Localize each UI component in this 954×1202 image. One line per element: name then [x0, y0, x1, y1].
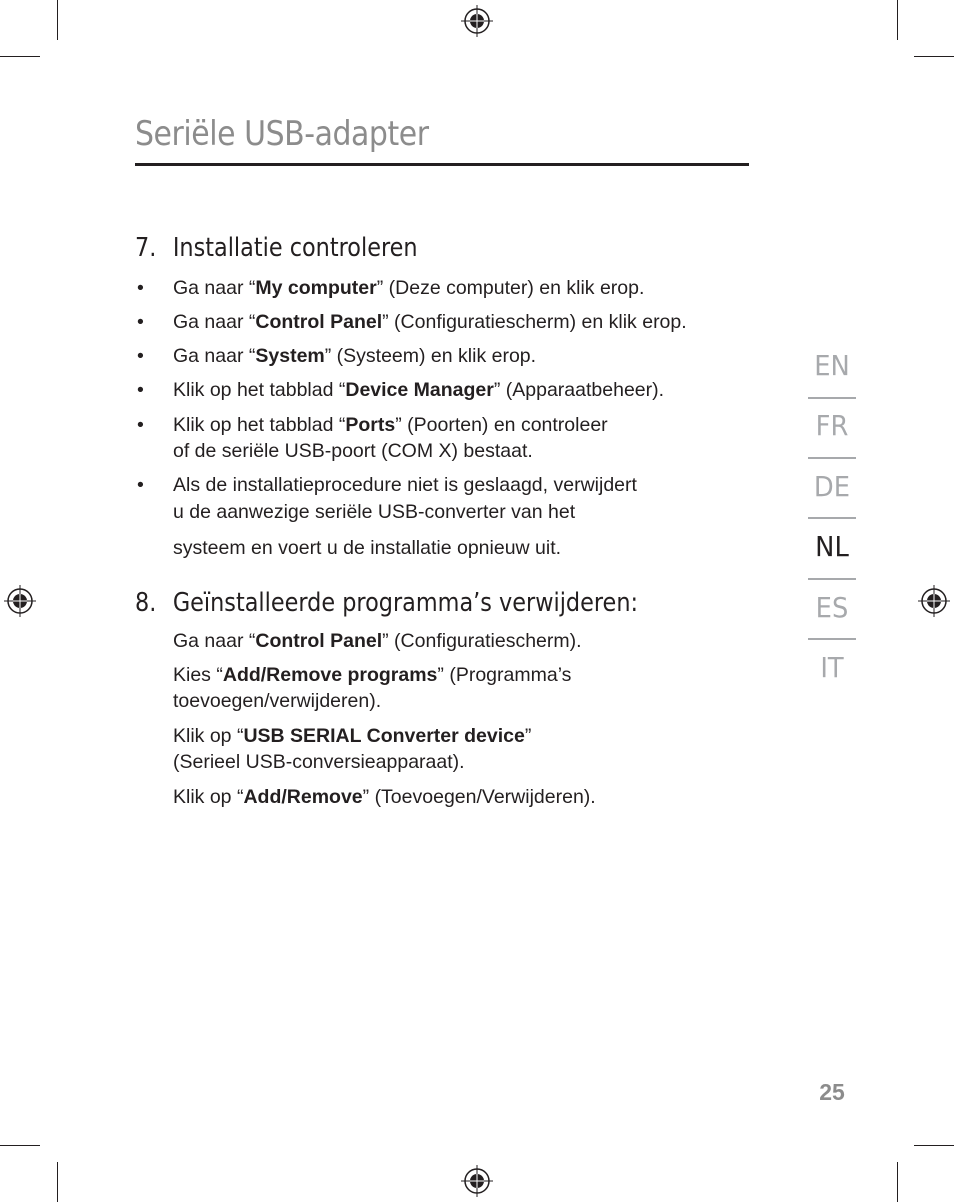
lang-tab-de[interactable]: DE	[813, 470, 851, 503]
list-item: Als de installatieprocedure niet is geslaagd, verwijdert	[173, 474, 637, 496]
crop-mark	[897, 0, 898, 40]
section-8-number: 8.	[135, 588, 157, 618]
crop-mark	[897, 1162, 898, 1202]
section-8-title: Geïnstalleerde programma’s verwijderen:	[172, 588, 639, 618]
step-item: Klik op “Add/Remove” (Toevoegen/Verwijderen).	[173, 786, 596, 808]
registration-mark-icon	[917, 584, 951, 618]
registration-mark-icon	[3, 584, 37, 618]
step-item: Klik op “USB SERIAL Converter device”	[173, 725, 532, 747]
lang-divider	[808, 578, 856, 580]
section-7-heading	[135, 233, 418, 263]
crop-mark	[57, 0, 58, 40]
registration-mark-icon	[460, 1164, 494, 1198]
title-rule	[135, 163, 749, 166]
lang-tab-es[interactable]: ES	[815, 591, 849, 624]
bullet: •	[137, 311, 144, 333]
bullet: •	[137, 414, 144, 436]
step-item-continuation: toevoegen/verwijderen).	[173, 690, 382, 712]
list-item: Klik op het tabblad “Ports” (Poorten) en controleer	[173, 414, 608, 436]
bullet: •	[137, 379, 144, 401]
section-7-title: Installatie controleren	[172, 233, 418, 263]
lang-divider	[808, 638, 856, 640]
section-8-heading	[135, 588, 638, 618]
bullet: •	[137, 474, 144, 496]
list-item: Klik op het tabblad “Device Manager” (Apparaatbeheer).	[173, 379, 665, 401]
lang-divider	[808, 457, 856, 459]
lang-tab-fr[interactable]: FR	[815, 409, 849, 442]
bullet: •	[137, 345, 144, 367]
crop-mark	[0, 1145, 40, 1146]
list-item: Ga naar “My computer” (Deze computer) en klik erop.	[173, 277, 645, 299]
list-item: Ga naar “Control Panel” (Configuratiescherm) en klik erop.	[173, 311, 687, 333]
crop-mark	[57, 1162, 58, 1202]
bullet: •	[137, 277, 144, 299]
section-7-number: 7.	[135, 233, 157, 263]
list-item: Ga naar “System” (Systeem) en klik erop.	[173, 345, 537, 367]
registration-mark-icon	[460, 4, 494, 38]
page-number: 25	[819, 1079, 845, 1105]
lang-tab-it[interactable]: IT	[820, 651, 844, 684]
lang-divider	[808, 517, 856, 519]
lang-tab-nl[interactable]: NL	[815, 530, 849, 563]
lang-tab-en[interactable]: EN	[814, 349, 850, 382]
list-item-continuation: systeem en voert u de installatie opnieuw uit.	[173, 537, 562, 559]
page-title: Seriële USB-adapter	[135, 114, 429, 154]
crop-mark	[914, 1145, 954, 1146]
crop-mark	[0, 56, 40, 57]
step-item-continuation: (Serieel USB-conversieapparaat).	[173, 751, 465, 773]
lang-divider	[808, 397, 856, 399]
crop-mark	[914, 56, 954, 57]
step-item: Ga naar “Control Panel” (Configuratiescherm).	[173, 630, 582, 652]
list-item-continuation: of de seriële USB-poort (COM X) bestaat.	[173, 440, 533, 462]
list-item-continuation: u de aanwezige seriële USB-converter van het	[173, 501, 576, 523]
step-item: Kies “Add/Remove programs” (Programma’s	[173, 664, 572, 686]
